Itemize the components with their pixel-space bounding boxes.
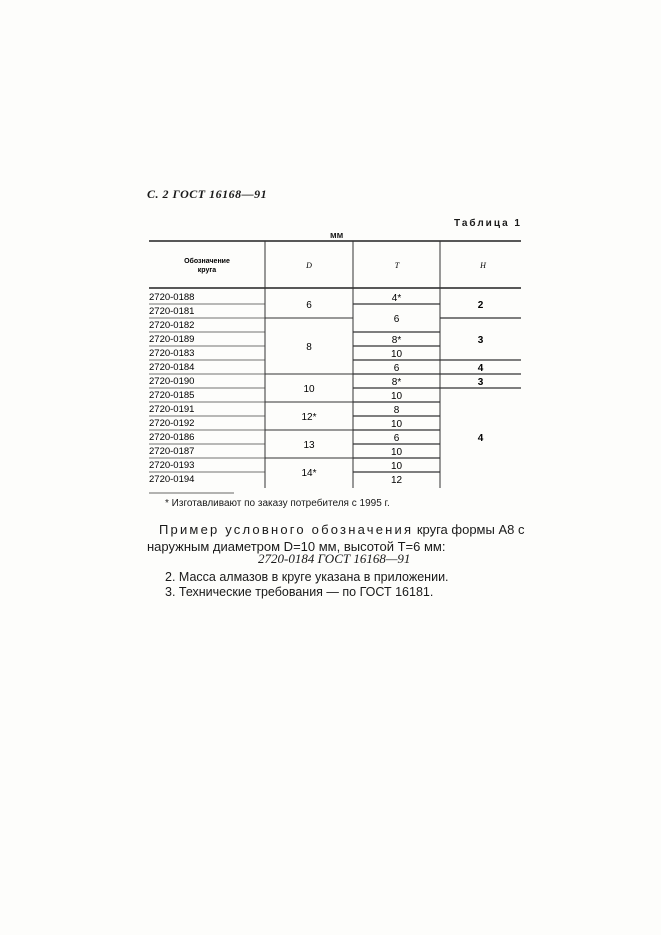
designation-cell: 2720-0184 <box>149 362 195 373</box>
designation-cell: 2720-0185 <box>149 390 195 401</box>
d-value-cell: 14* <box>301 468 317 479</box>
designation-example <box>147 521 527 555</box>
designation-cell: 2720-0188 <box>149 292 195 303</box>
designation-cell: 2720-0183 <box>149 348 195 359</box>
designation-cell: 2720-0181 <box>149 306 195 317</box>
table-footnote: * Изготавливают по заказу потребителя с 1995 г. <box>165 498 390 509</box>
d-value-cell: 8 <box>306 342 312 353</box>
header-designation-line1: Обозначение <box>184 258 230 265</box>
h-value-cell: 3 <box>477 335 484 346</box>
h-value-cell: 2 <box>477 300 484 311</box>
note-2: 2. Масса алмазов в круге указана в приложении. <box>165 570 449 584</box>
t-value-cell: 10 <box>390 419 403 430</box>
d-value-cell: 10 <box>303 384 315 395</box>
table-units: мм <box>330 230 344 240</box>
designation-cell: 2720-0190 <box>149 376 195 387</box>
t-value-cell: 12 <box>390 475 403 486</box>
note-3: 3. Технические требования — по ГОСТ 16181. <box>165 585 434 599</box>
h-value-cell: 4 <box>477 433 484 444</box>
h-value-cell: 3 <box>477 377 484 388</box>
designation-cell: 2720-0191 <box>149 404 195 415</box>
notes <box>165 570 449 600</box>
table-caption: Таблица 1 <box>453 218 522 229</box>
header-d: D <box>306 261 312 270</box>
t-value-cell: 4* <box>391 293 402 304</box>
designation-cell: 2720-0193 <box>149 460 195 471</box>
designation-cell: 2720-0189 <box>149 334 195 345</box>
d-value-cell: 13 <box>303 440 315 451</box>
header-h: H <box>480 261 486 270</box>
t-value-cell: 10 <box>390 447 403 458</box>
example-text: круга формы А8 с наружным диаметром D=10 мм, высотой T=6 мм: <box>147 522 525 554</box>
t-value-cell: 10 <box>390 391 403 402</box>
t-value-cell: 6 <box>393 314 400 325</box>
header-designation-line2: круга <box>197 267 217 274</box>
example-lead: Пример условного обозначения <box>159 522 414 537</box>
t-value-cell: 10 <box>390 461 403 472</box>
t-value-cell: 10 <box>390 349 403 360</box>
t-value-cell: 8* <box>391 335 402 346</box>
t-value-cell: 8 <box>393 405 400 416</box>
d-value-cell: 12* <box>301 412 317 423</box>
designation-cell: 2720-0187 <box>149 446 195 457</box>
header-t: T <box>394 261 400 270</box>
t-value-cell: 6 <box>393 433 400 444</box>
designation-cell: 2720-0192 <box>149 418 195 429</box>
page-header: С. 2 ГОСТ 16168—91 <box>147 187 268 201</box>
d-value-cell: 6 <box>306 300 312 311</box>
h-value-cell: 4 <box>477 363 484 374</box>
t-value-cell: 6 <box>393 363 400 374</box>
designation-cell: 2720-0194 <box>149 474 195 485</box>
designation-cell: 2720-0186 <box>149 432 195 443</box>
t-value-cell: 8* <box>391 377 402 388</box>
example-designation: 2720-0184 ГОСТ 16168—91 <box>258 551 411 566</box>
designation-cell: 2720-0182 <box>149 320 195 331</box>
